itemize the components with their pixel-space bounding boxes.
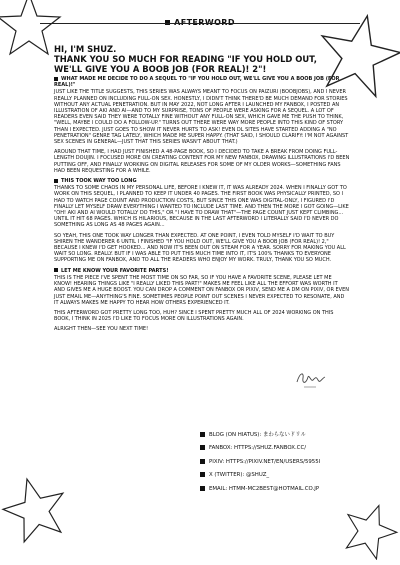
header-divider [40, 23, 360, 24]
star-decoration-bottom-left [0, 474, 70, 544]
square-bullet-icon [200, 445, 205, 450]
greeting-line: THANK YOU SO MUCH FOR READING "IF YOU HOLD OUT, [54, 54, 317, 64]
link-blog[interactable]: BLOG (ON HIATUS): まわらないドリル [200, 429, 390, 442]
square-bullet-icon [200, 486, 205, 491]
link-twitter[interactable]: X (TWITTER): @SHUZ_ [200, 469, 390, 482]
link-email[interactable]: EMAIL: HTMM-MC2BEST@HOTMAIL.CO.JP [200, 483, 390, 496]
square-bullet-icon [200, 432, 205, 437]
paragraph: THANKS TO SOME CHAOS IN MY PERSONAL LIFE, BEFORE I KNEW IT, IT WAS ALREADY 2024. WHEN I FINALLY GOT TO WORK ON THIS SEQUEL, I PLANNED TO KEEP IT UNDER 40 PAGES. THE FIRST BOOK WAS PHYSICALLY PRINTED, SO I HAD TO WATCH PAGE COUNT AND PRODUCTION COSTS, BUT SINCE THIS ONE WAS DIGITAL-ONLY, I FIGURED I'D FINALLY LET MYSELF DRAW EVERYTHING I WANTED TO INCLUDE LAST TIME. AND THEN THE MORE I GOT GOING—LIKE "OH! AKI AND AI WOULD TOTALLY DO THIS," OR "I HAVE TO DRAW THAT"—THE PAGE COUNT JUST KEPT CLIMBING... UNTIL IT HIT 68 PAGES. WHICH IS HILARIOUS, BECAUSE IN THE LAST AFTERWORD I LITERALLY SAID I'D NEVER DO SOMETHING AS LONG AS 48 PAGES AGAIN... [54, 185, 349, 229]
link-fanbox[interactable]: FANBOX: HTTPS://SHUZ.FANBOX.CC/ [200, 442, 390, 455]
square-bullet-icon [54, 268, 58, 272]
square-bullet-icon [200, 459, 205, 464]
signature-scribble [294, 368, 328, 390]
paragraph: THIS AFTERWORD GOT PRETTY LONG TOO, HUH? SINCE I SPENT PRETTY MUCH ALL OF 2024 WORKING ON THIS BOOK, I THINK IN 2025 I'D LIKE TO FOCUS MORE ON ILLUSTRATIONS AGAIN. [54, 309, 334, 323]
section-heading: THIS TOOK WAY TOO LONG [54, 178, 350, 184]
greeting [54, 44, 354, 74]
star-decoration-bottom-right [340, 500, 400, 560]
link-pixiv[interactable]: PIXIV: HTTPS://PIXIV.NET/EN/USERS/5955I [200, 456, 390, 469]
paragraph: THIS IS THE PIECE I'VE SPENT THE MOST TIME ON SO FAR, SO IF YOU HAVE A FAVORITE SCENE, PLEASE LET ME KNOW! HEARING THINGS LIKE "I REALLY LIKED THIS PART!" MAKES ME FEEL LIKE ALL THE EFFORT WAS WORTH IT AND GIVES ME A HUGE BOOST. YOU CAN DROP A COMMENT ON FANBOX OR PIXIV, SEND ME A DM ON PIXIV, OR EVEN JUST EMAIL ME—ANYTHING'S FINE. SOMETIMES PEOPLE POINT OUT SCENES I NEVER EXPECTED TO RESONATE, AND IT ALWAYS MAKES ME HAPPY TO HEAR HOW OTHERS EXPERIENCED IT. [54, 274, 349, 306]
author-signature [294, 368, 328, 390]
paragraph: AROUND THAT TIME, I HAD JUST FINISHED A 48-PAGE BOOK, SO I DECIDED TO TAKE A BREAK FROM DOING FULL-LENGTH DOUJIN. I FOCUSED MORE ON CREATING CONTENT FOR MY NEW FANBOX, DRAWING ILLUSTRATIONS I'D BEEN PUTTING OFF, AND FINALLY WORKING ON DIGITAL RELEASES FOR SOME OF MY OLDER WORKS—SOMETHING FANS HAD BEEN REQUESTING FOR A WHILE. [54, 149, 350, 174]
contact-links [200, 429, 390, 496]
header [0, 10, 400, 29]
greeting-line: HI, I'M SHUZ. [54, 44, 117, 54]
paragraph: ALRIGHT THEN—SEE YOU NEXT TIME! [54, 326, 149, 333]
square-bullet-icon [200, 472, 205, 477]
afterword-body [54, 75, 350, 337]
section-heading: LET ME KNOW YOUR FAVORITE PARTS! [54, 268, 350, 274]
square-bullet-icon [54, 77, 58, 81]
section-heading: WHAT MADE ME DECIDE TO DO A SEQUEL TO "IF YOU HOLD OUT, WE'LL GIVE YOU A BOOB JOB (FOR REAL)!" [54, 76, 340, 89]
greeting-line: WE'LL GIVE YOU A BOOB JOB (FOR REAL)! 2"! [54, 64, 267, 74]
square-bullet-icon [54, 179, 58, 183]
paragraph: SO YEAH, THIS ONE TOOK WAY LONGER THAN EXPECTED. AT ONE POINT, I EVEN TOLD MYSELF I'D WAIT TO BUY SHIREN THE WANDERER 6 UNTIL I FINISHED "IF YOU HOLD OUT, WE'LL GIVE YOU A BOOB JOB (FOR REAL)! 2," BECAUSE I KNEW I'D GET HOOKED... AND NOW IT'S BEEN OUT ON STEAM FOR A YEAR. SORRY FOR MAKING YOU ALL WAIT SO LONG. REALLY. BUT IF I WAS ABLE TO PUT THIS MUCH TIME INTO IT, IT'S 100% THANKS TO EVERYONE SUPPORTING ME ON FANBOX, AND TO ALL THE READERS WHO ENJOY MY WORK. TRULY, THANK YOU SO MUCH. [54, 232, 346, 264]
paragraph: JUST LIKE THE TITLE SUGGESTS, THIS SERIES WAS ALWAYS MEANT TO FOCUS ON PAIZURI (BOOBJOBS), AND I NEVER REALLY PLANNED ON INCLUDING FULL-ON SEX. HONESTLY, I DIDN'T THINK THERE'D BE MUCH DEMAND FOR STORIES WITHOUT ANY ACTUAL PENETRATION. BUT IN MAY 2022, NOT LONG AFTER I LAUNCHED MY FANBOX, I POSTED AN ILLUSTRATION OF AKI AND AI—AND TO MY SURPRISE, TONS OF PEOPLE WERE ASKING FOR A SEQUEL. A LOT OF READERS EVEN SAID THEY WERE TOTALLY FINE WITHOUT ANY FULL-ON SEX, WHICH GAVE ME THE PUSH TO THINK, "WELL, MAYBE I COULD DO A FOLLOW-UP." TURNS OUT THERE WERE WAY MORE PEOPLE INTO THIS KIND OF STORY THAN I EXPECTED. JUST GOES TO SHOW IT NEVER HURTS TO ASK! EVEN DL SITES HAVE STARTED ADDING A "NO PENETRATION" GENRE TAG LATELY, WHICH MADE ME SUPER HAPPY. (THAT SAID, I SHOULD CLARIFY: I'M NOT AGAINST SEX SCENES IN GENERAL—JUST THAT THIS SERIES WASN'T ABOUT THAT.) [54, 89, 349, 146]
